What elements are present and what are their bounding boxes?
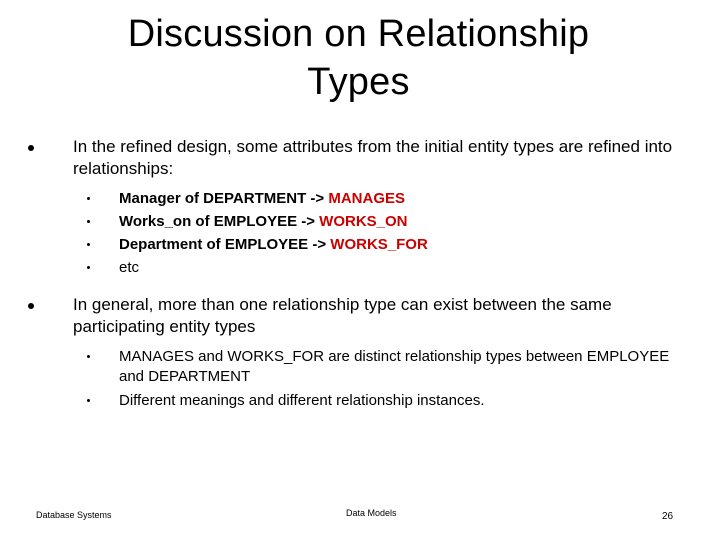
title-line-1: Discussion on Relationship xyxy=(127,13,590,55)
item-text: MANAGES and WORKS_FOR are distinct relationship types between EMPLOYEE and DEPARTMENT xyxy=(119,348,670,385)
relationship-name: WORKS_FOR xyxy=(330,236,428,253)
relationship-name: WORKS_ON xyxy=(319,213,408,230)
sub-bullet-dot-icon xyxy=(87,243,90,246)
list-item xyxy=(87,347,687,387)
footer-chapter-name: Data Models xyxy=(346,508,397,518)
item-prefix: Department of EMPLOYEE -> xyxy=(119,236,331,253)
sub-bullet-dot-icon xyxy=(87,266,90,269)
sub-bullet-dot-icon xyxy=(87,197,90,200)
bullet-dot-icon xyxy=(28,145,34,151)
list-item xyxy=(87,235,687,254)
item-prefix: Works_on of EMPLOYEE -> xyxy=(119,213,320,230)
footer-course-name: Database Systems xyxy=(36,510,112,520)
list-item xyxy=(87,189,687,208)
item-prefix: etc xyxy=(119,259,140,276)
sub-list-refined-relationships xyxy=(87,189,687,281)
sub-bullet-dot-icon xyxy=(87,399,90,402)
relationship-name: MANAGES xyxy=(328,190,405,207)
bullet-refined-design xyxy=(36,136,676,180)
sub-bullet-dot-icon xyxy=(87,220,90,223)
list-item xyxy=(87,212,687,231)
bullet-multiple-relationships xyxy=(36,294,676,338)
title-line-2: Types xyxy=(307,61,410,103)
sub-list-distinct-relationships xyxy=(87,347,687,415)
bullet-text: In general, more than one relationship type can exist between the same participating entity types xyxy=(73,295,612,336)
page-number: 26 xyxy=(662,511,674,522)
bullet-dot-icon xyxy=(28,303,34,309)
sub-bullet-dot-icon xyxy=(87,355,90,358)
slide-title xyxy=(0,10,717,106)
list-item xyxy=(87,258,687,277)
list-item xyxy=(87,391,687,411)
item-prefix: Manager of DEPARTMENT -> xyxy=(119,190,329,207)
item-text: Different meanings and different relationship instances. xyxy=(119,392,485,409)
bullet-text: In the refined design, some attributes from the initial entity types are refined into relationships: xyxy=(73,137,673,178)
